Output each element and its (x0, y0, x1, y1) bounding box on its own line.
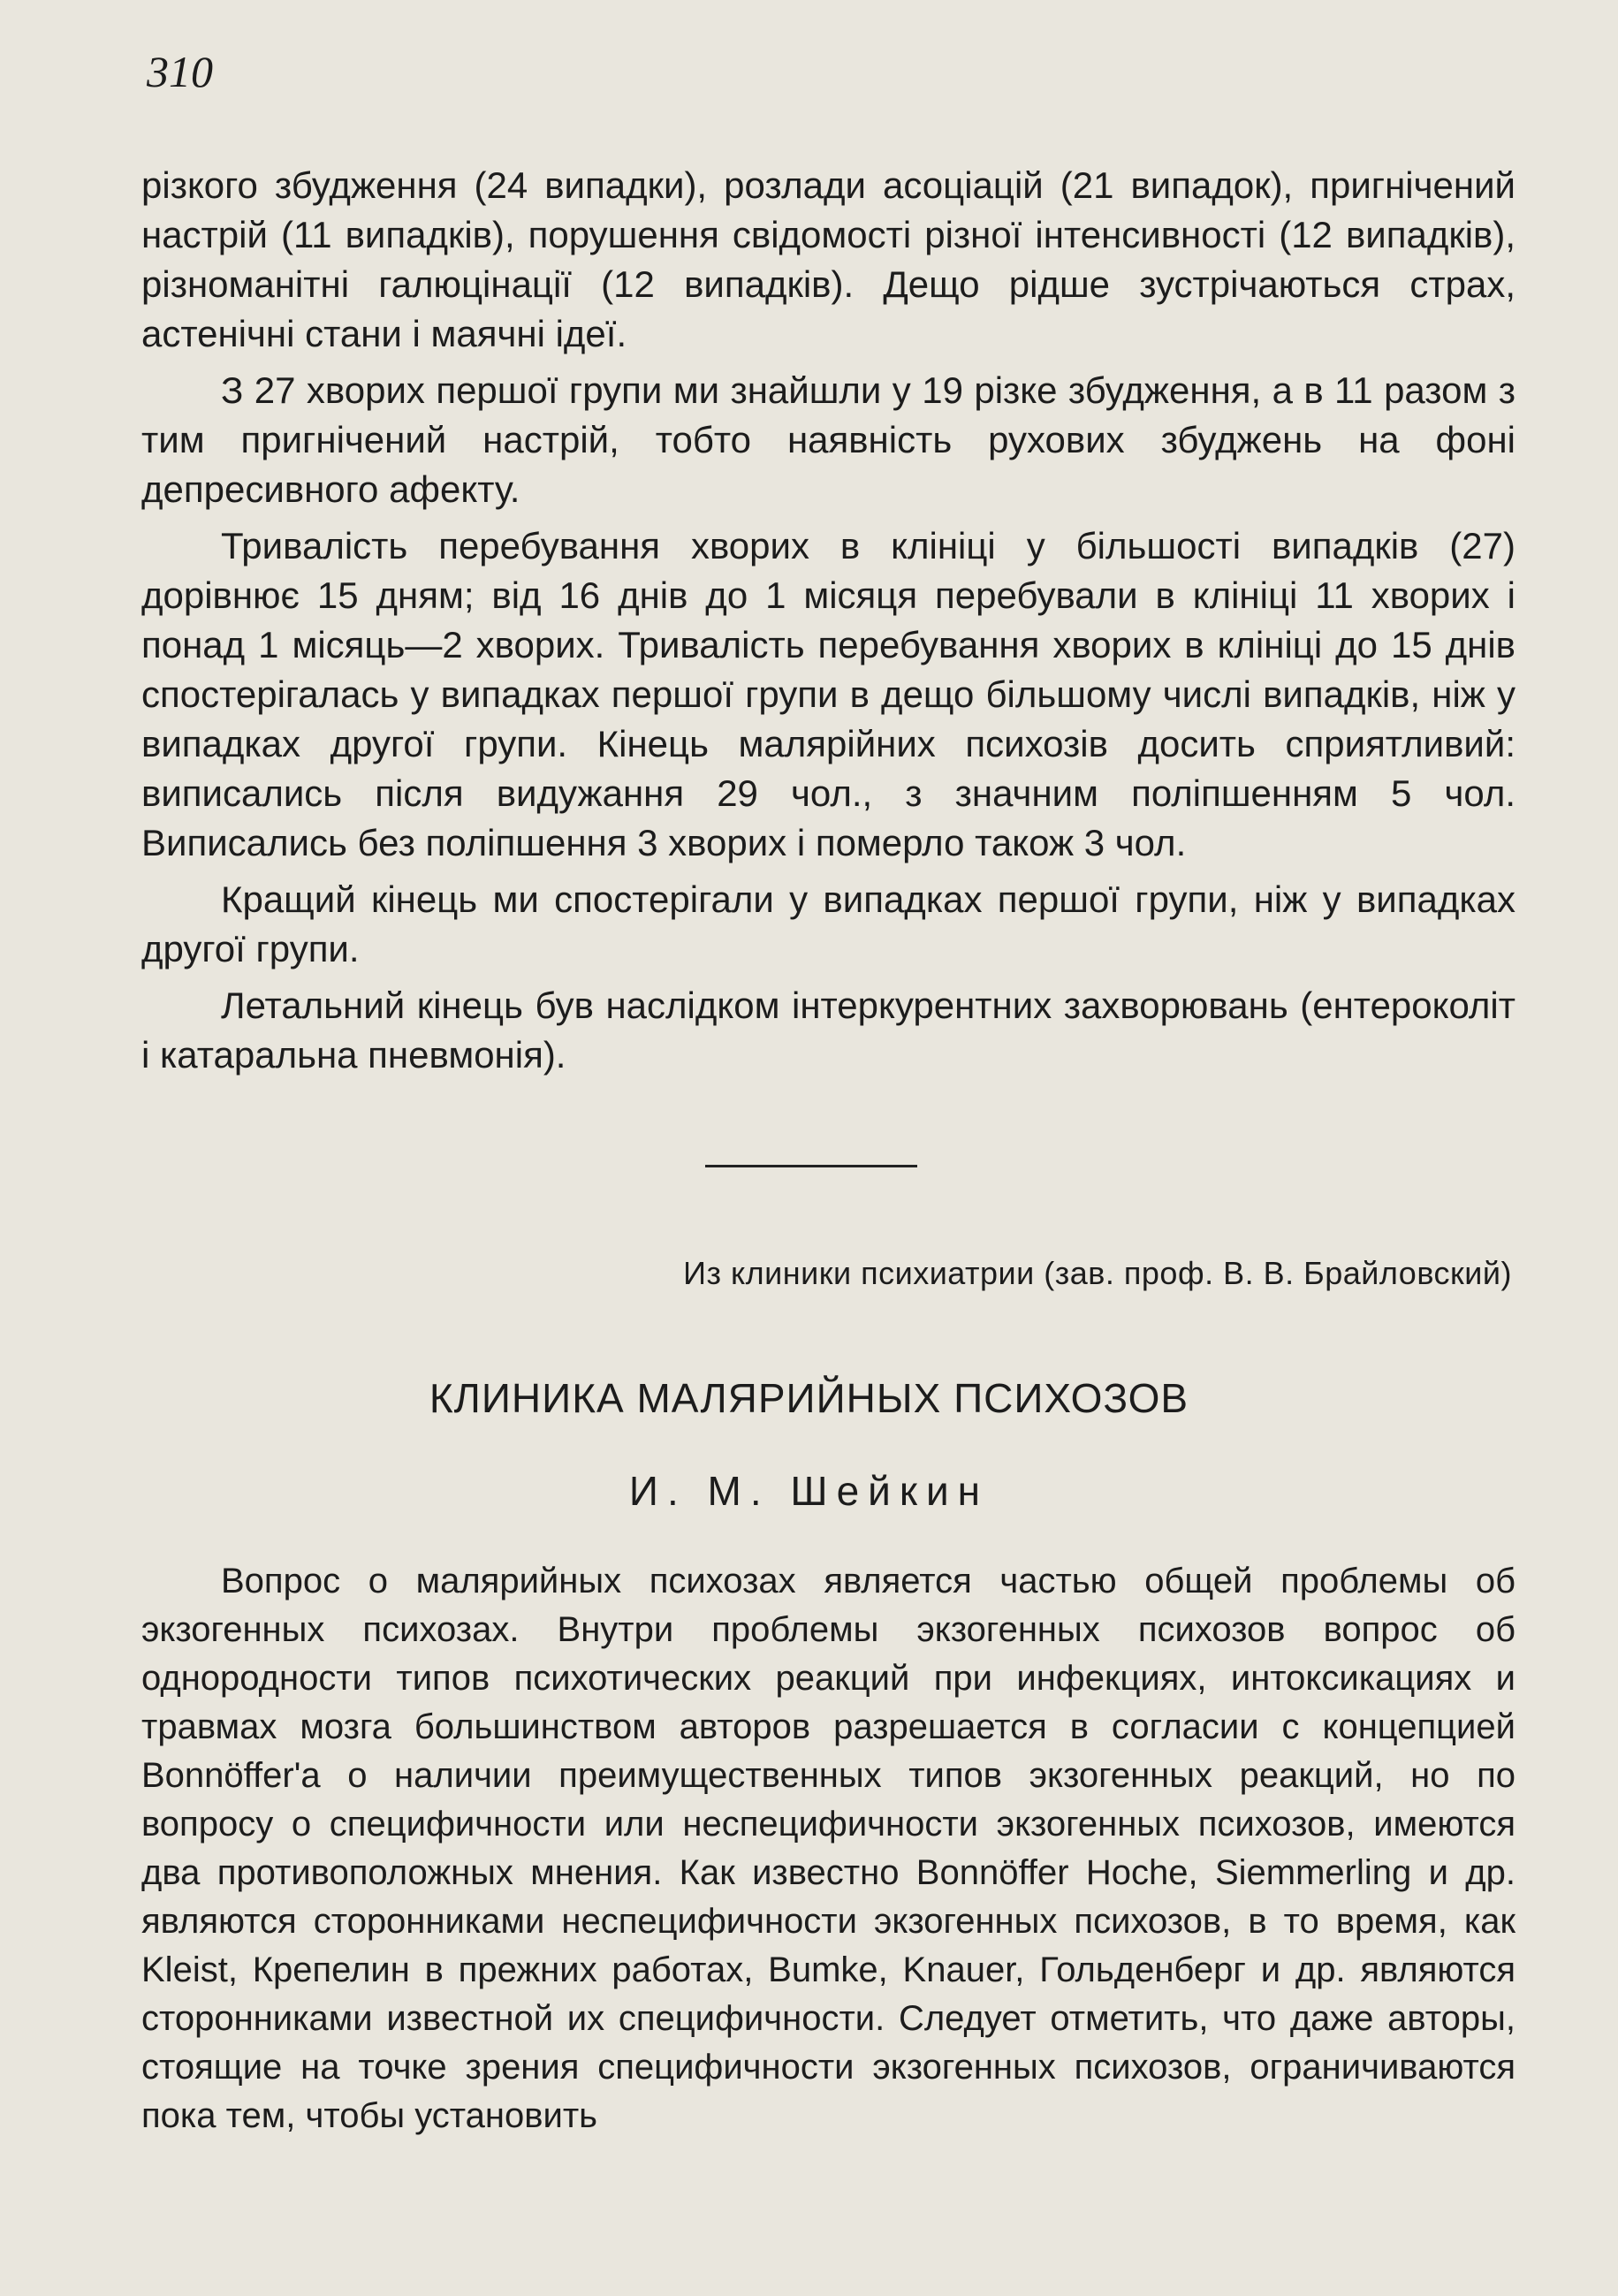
paragraph: Кращий кінець ми спостерігали у випадках першої групи, ніж у випадках другої групи. (141, 878, 1515, 969)
ukrainian-text-block (141, 161, 1515, 1087)
paragraph: З 27 хворих першої групи ми знайшли у 19 різке збудження, а в 11 разом з тим пригнічений настрій, тобто наявність рухових збуджень на фоні депресивного афекту. (141, 369, 1515, 510)
paragraph: Вопрос о малярийных психозах является частью общей проблемы об экзогенных психозах. Внутри проблемы экзогенных психозов вопрос об однородности типов психотических реакций при инфекциях, интоксикациях и травмах мозга большинством авторов разрешается в согласии с концепцией Bonnöffer'a о наличии преимущественных типов экзогенных реакций, но по вопросу о специфичности или неспецифичности экзогенных психозов, имеются два противоположных мнения. Как известно Bonnöffer Hoche, Siemmerling и др. являются сторонниками неспецифичности экзогенных психозов, в то время, как Kleist, Крепелин в прежних работах, Bumke, Knauer, Гольденберг и др. являются сторонниками известной их специфичности. Следует отметить, что даже авторы, стоящие на точке зрения специфичности экзогенных психозов, ограничиваются пока тем, чтобы установить (141, 1562, 1515, 2135)
paragraph: Тривалість перебування хворих в клініці у більшості випадків (27) дорівнює 15 дням; від 16 днів до 1 місяця перебували в клініці 11 хворих і понад 1 місяць—2 хворих. Тривалість перебування хворих в клініці до 15 днів спостерігалась у випадках першої групи в дещо більшому числі випадків, ніж у випадках другої групи. Кінець малярійних психозів досить сприятливий: виписались після видужання 29 чол., з значним поліпшенням 5 чол. Виписались без поліпшення 3 хворих і померло також 3 чол. (141, 525, 1515, 863)
page-number: 310 (147, 47, 213, 96)
paragraph: різкого збудження (24 випадки), розлади асоціацій (21 випадок), пригнічений настрій (11 випадків), порушення свідомості різної інтенсивності (12 випадків), різноманітні галюцінації (12 випадків). Дещо рідше зустрічаються страх, астенічні стани і маячні ідеї. (141, 164, 1515, 354)
section-divider (705, 1165, 917, 1167)
paragraph: Летальний кінець був наслідком інтеркурентних захворювань (ентероколіт і катаральна пневмонія). (141, 985, 1515, 1076)
article-author: И. М. Шейкин (628, 1468, 990, 1514)
article-title: КЛИНИКА МАЛЯРИЙНЫХ ПСИХОЗОВ (429, 1375, 1189, 1421)
article-affiliation: Из клиники психиатрии (зав. проф. В. В. Брайловский) (683, 1255, 1512, 1291)
article-body (141, 1557, 1515, 2148)
